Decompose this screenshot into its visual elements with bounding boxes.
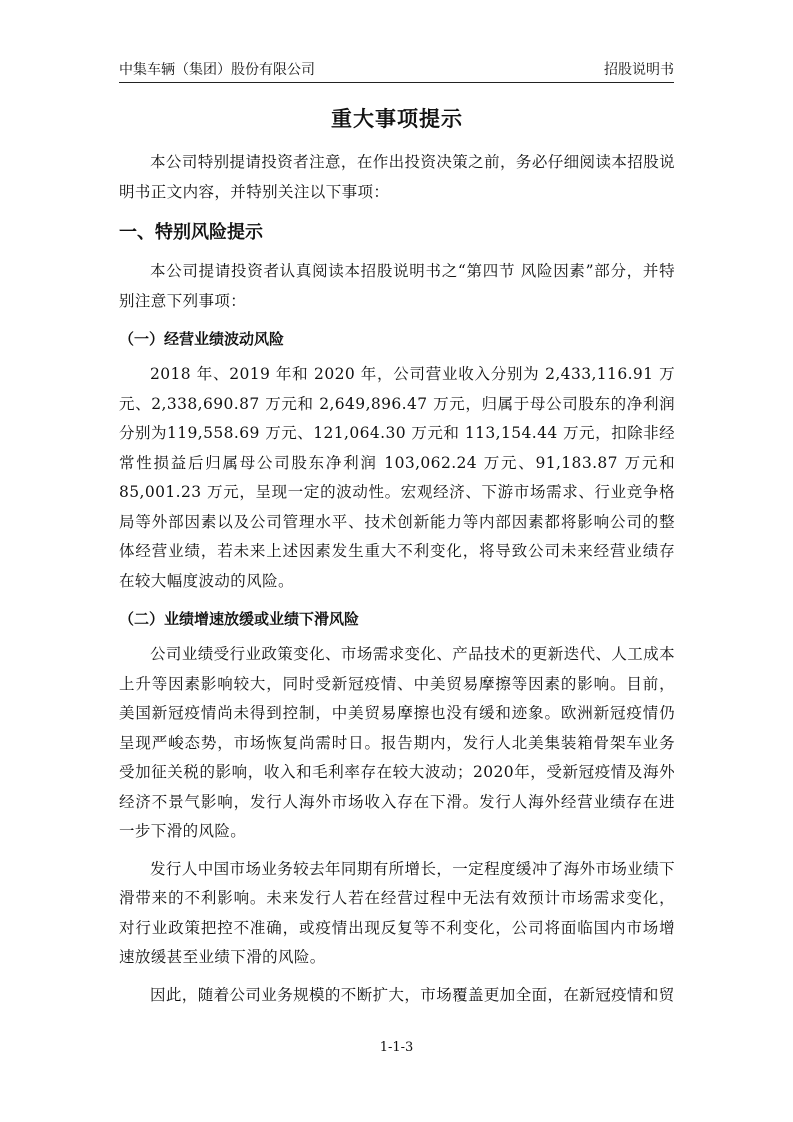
- subsection-heading-growth-slowdown: （二）业绩增速放缓或业绩下滑风险: [119, 610, 360, 628]
- intro-paragraph: 本公司特别提请投资者注意，在作出投资决策之前，务必仔细阅读本招股说明书正文内容，并特别关注以下事项：: [119, 153, 675, 201]
- paragraph-gap: [119, 847, 675, 855]
- growth-slowdown-paragraph-1: 公司业绩受行业政策变化、市场需求变化、产品技术的更新迭代、人工成本上升等因素影响较大，同时受新冠疫情、中美贸易摩擦等因素的影响。目前，美国新冠疫情尚未得到控制，中美贸易摩擦也没有缓和迹象。欧洲新冠疫情仍呈现严峻态势，市场恢复尚需时日。报告期内，发行人北美集装箱骨架车业务受加征关税的影响，收入和毛利率存在较大波动；2020年，受新冠疫情及海外经济不景气影响，发行人海外市场收入存在下滑。发行人海外经营业绩存在进一步下滑的风险。: [119, 645, 675, 840]
- page-header: [119, 56, 674, 83]
- growth-slowdown-paragraph-3: 因此，随着公司业务规模的不断扩大，市场覆盖更加全面，在新冠疫情和贸: [150, 985, 675, 1004]
- section-heading-special-risk: 一、特别风险提示: [119, 222, 263, 243]
- page-content: [119, 100, 675, 1010]
- performance-volatility-paragraph: 2018 年、2019 年和 2020 年，公司营业收入分别为 2,433,116.91 万元、2,338,690.87 万元和 2,649,896.47 万元，归属于母公司股东的净利润分别为119,558.69 万元、121,064.30 万元和 113,154.44 万元，扣除非经常性损益后归属母公司股东净利润 103,062.24 万元、91,183.87 万元和 85,001.23 万元，呈现一定的波动性。宏观经济、下游市场需求、行业竞争格局等外部因素以及公司管理水平、技术创新能力等内部因素都将影响公司的整体经营业绩，若未来上述因素发生重大不利变化，将导致公司未来经营业绩存在较大幅度波动的风险。: [119, 365, 675, 590]
- header-doc-type: 招股说明书: [604, 62, 674, 78]
- page-footer: [0, 1040, 793, 1056]
- document-title: 重大事项提示: [331, 107, 463, 131]
- growth-slowdown-paragraph-2: 发行人中国市场业务较去年同期有所增长，一定程度缓冲了海外市场业绩下滑带来的不利影响。未来发行人若在经营过程中无法有效预计市场需求变化，对行业政策把控不准确，或疫情出现反复等不利变化，公司将面临国内市场增速放缓甚至业绩下滑的风险。: [119, 859, 675, 966]
- paragraph-gap: [119, 973, 675, 981]
- subsection-heading-performance-volatility: （一）经营业绩波动风险: [119, 330, 285, 348]
- page-number: 1-1-3: [379, 1040, 414, 1055]
- section-intro-paragraph: 本公司提请投资者认真阅读本招股说明书之“第四节 风险因素”部分，并特别注意下列事项：: [119, 262, 675, 310]
- header-company: 中集车辆（集团）股份有限公司: [119, 62, 315, 78]
